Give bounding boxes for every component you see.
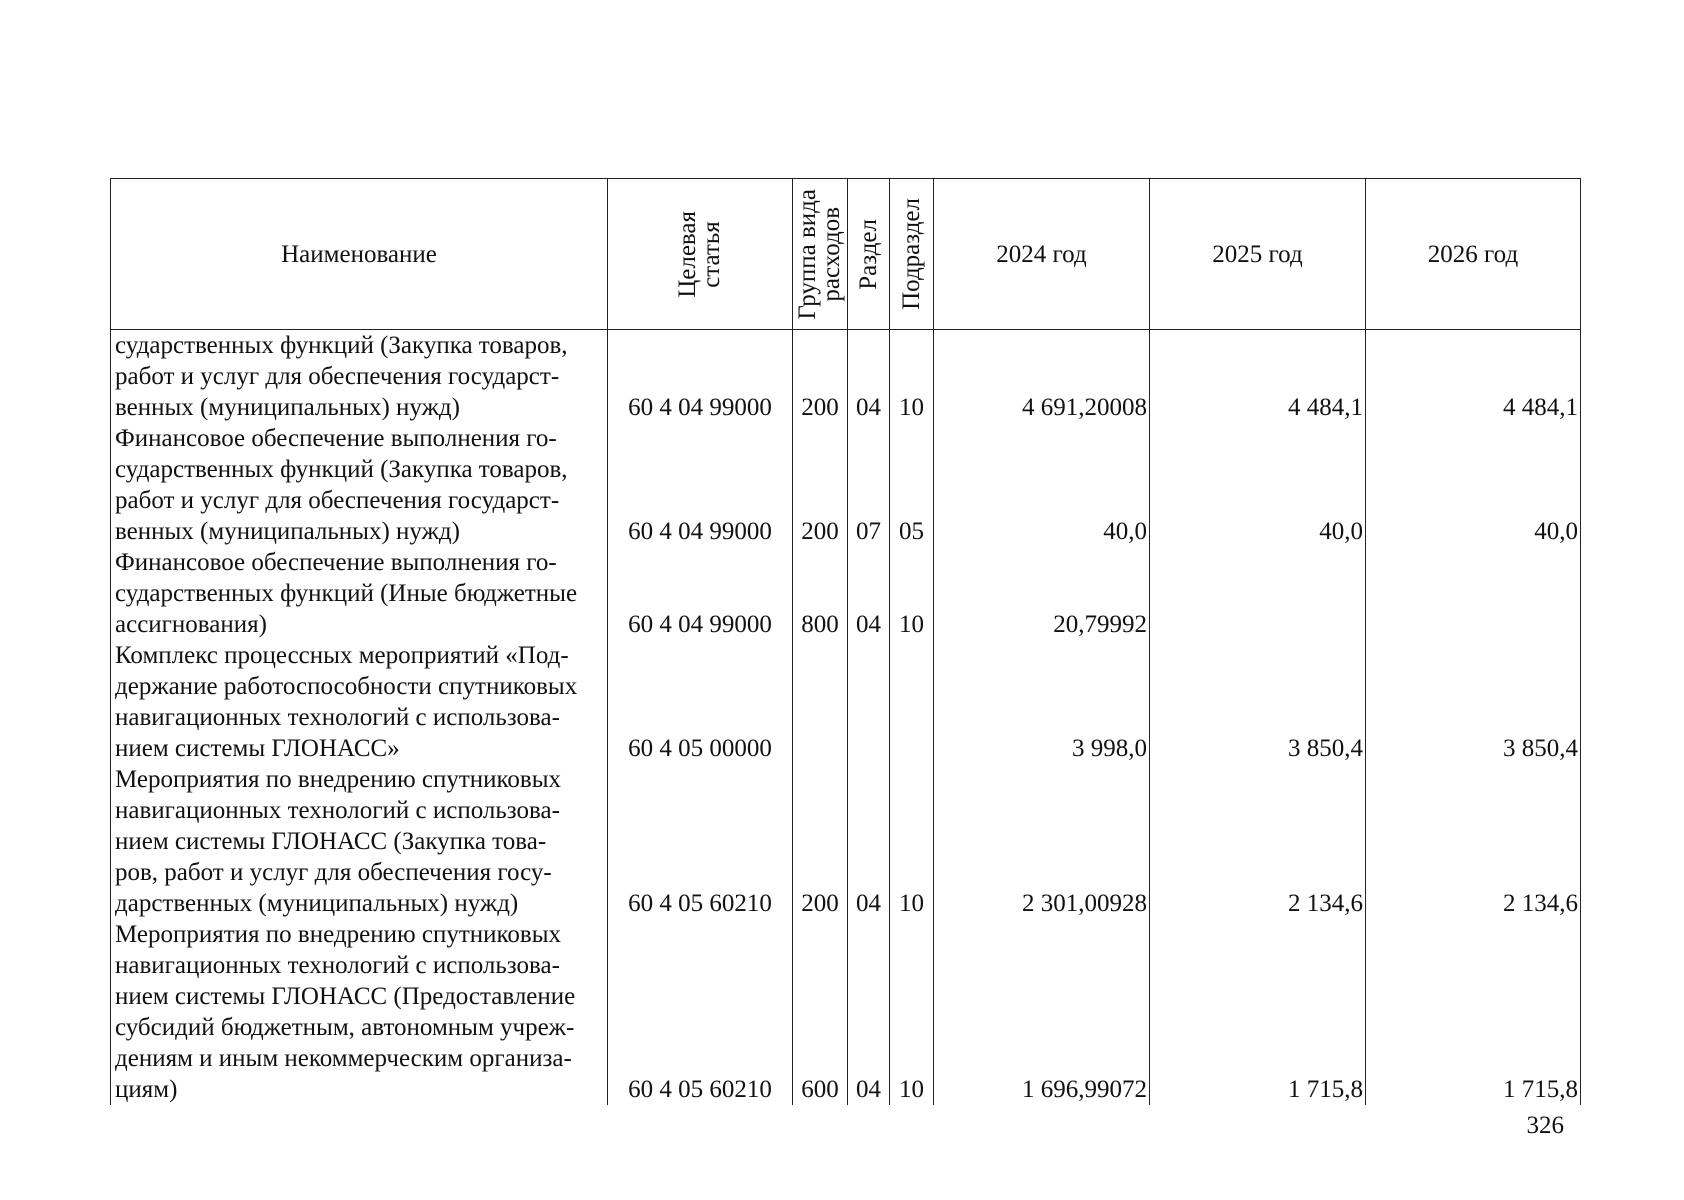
header-year-2024-label: 2024 год (996, 240, 1087, 268)
row-value-2026: 1 715,8 (1366, 919, 1581, 1105)
header-section (848, 179, 890, 330)
header-expense-group (793, 179, 848, 330)
row-section: 07 (848, 423, 890, 547)
row-name (111, 919, 608, 1105)
row-value-2026: 4 484,1 (1366, 330, 1581, 424)
row-subsection: 10 (890, 919, 934, 1105)
row-expense-group: 200 (793, 764, 848, 919)
table-row (111, 547, 1581, 640)
row-expense-group: 800 (793, 547, 848, 640)
row-expense-group: 600 (793, 919, 848, 1105)
row-target-article: 60 4 05 00000 (608, 640, 793, 764)
row-value-2025: 1 715,8 (1150, 919, 1366, 1105)
row-name-text: Финансовое обеспечение выполнения го- сударственных функций (Иные бюджетные ассигнования) (115, 549, 578, 638)
table-row (111, 640, 1581, 764)
row-subsection: 05 (890, 423, 934, 547)
row-expense-group: 200 (793, 423, 848, 547)
row-expense-group (793, 640, 848, 764)
table-header-row (111, 179, 1581, 330)
row-section: 04 (848, 764, 890, 919)
row-target-article: 60 4 05 60210 (608, 919, 793, 1105)
row-subsection: 10 (890, 547, 934, 640)
row-target-article: 60 4 05 60210 (608, 764, 793, 919)
row-name-text: Мероприятия по внедрению спутниковых навигационных технологий с использова- нием системы ГЛОНАСС (Закупка това- ров, работ и услуг для обеспечения госу- дарственных (муниципальных) нужд) (115, 766, 562, 917)
row-value-2026: 3 850,4 (1366, 640, 1581, 764)
header-subsection (890, 179, 934, 330)
row-target-article: 60 4 04 99000 (608, 423, 793, 547)
page-number: 326 (1526, 1112, 1564, 1139)
table-row (111, 764, 1581, 919)
header-target-article-label: Целевая статья (674, 210, 725, 298)
row-name-text: Комплекс процессных мероприятий «Под- держание работоспособности спутниковых навигационных технологий с использова- нием системы ГЛОНАСС» (115, 642, 578, 762)
row-subsection: 10 (890, 330, 934, 424)
header-year-2026-label: 2026 год (1427, 240, 1519, 268)
row-target-article: 60 4 04 99000 (608, 547, 793, 640)
row-value-2024: 40,0 (934, 423, 1150, 547)
row-name (111, 640, 608, 764)
table-row (111, 330, 1581, 424)
row-name-text: Финансовое обеспечение выполнения го- сударственных функций (Закупка товаров, работ и услуг для обеспечения государст- венных (муниципальных) нужд) (115, 425, 568, 545)
row-value-2026 (1366, 547, 1581, 640)
row-section: 04 (848, 547, 890, 640)
row-value-2025 (1150, 547, 1366, 640)
row-value-2025: 4 484,1 (1150, 330, 1366, 424)
row-value-2026: 2 134,6 (1366, 764, 1581, 919)
header-year-2025 (1150, 179, 1366, 330)
header-year-2025-label: 2025 год (1212, 240, 1303, 268)
row-name (111, 423, 608, 547)
row-name (111, 330, 608, 424)
header-year-2026 (1366, 179, 1581, 330)
row-value-2025: 2 134,6 (1150, 764, 1366, 919)
header-name-label: Наименование (281, 240, 437, 268)
header-subsection-label: Подраздел (897, 198, 925, 310)
budget-table (110, 178, 1581, 1105)
row-section: 04 (848, 919, 890, 1105)
row-value-2024: 20,79992 (934, 547, 1150, 640)
header-year-2024 (934, 179, 1150, 330)
row-subsection: 10 (890, 764, 934, 919)
row-name (111, 547, 608, 640)
row-value-2026: 40,0 (1366, 423, 1581, 547)
row-name-text: сударственных функций (Закупка товаров, работ и услуг для обеспечения государст- венных (муниципальных) нужд) (115, 332, 568, 421)
row-value-2025: 3 850,4 (1150, 640, 1366, 764)
table-row (111, 919, 1581, 1105)
row-value-2024: 1 696,99072 (934, 919, 1150, 1105)
row-name-text: Мероприятия по внедрению спутниковых навигационных технологий с использова- нием системы ГЛОНАСС (Предоставление субсидий бюджетным, автономным учреж- дениям и иным некоммерческим организа- циям) (115, 921, 576, 1103)
row-expense-group: 200 (793, 330, 848, 424)
header-expense-group-label: Группа вида расходов (794, 188, 845, 320)
header-name (111, 179, 608, 330)
table-row (111, 423, 1581, 547)
header-section-label: Раздел (854, 218, 882, 290)
header-target-article (608, 179, 793, 330)
row-section (848, 640, 890, 764)
row-target-article: 60 4 04 99000 (608, 330, 793, 424)
row-subsection (890, 640, 934, 764)
row-value-2025: 40,0 (1150, 423, 1366, 547)
row-name (111, 764, 608, 919)
row-section: 04 (848, 330, 890, 424)
row-value-2024: 4 691,20008 (934, 330, 1150, 424)
row-value-2024: 2 301,00928 (934, 764, 1150, 919)
row-value-2024: 3 998,0 (934, 640, 1150, 764)
